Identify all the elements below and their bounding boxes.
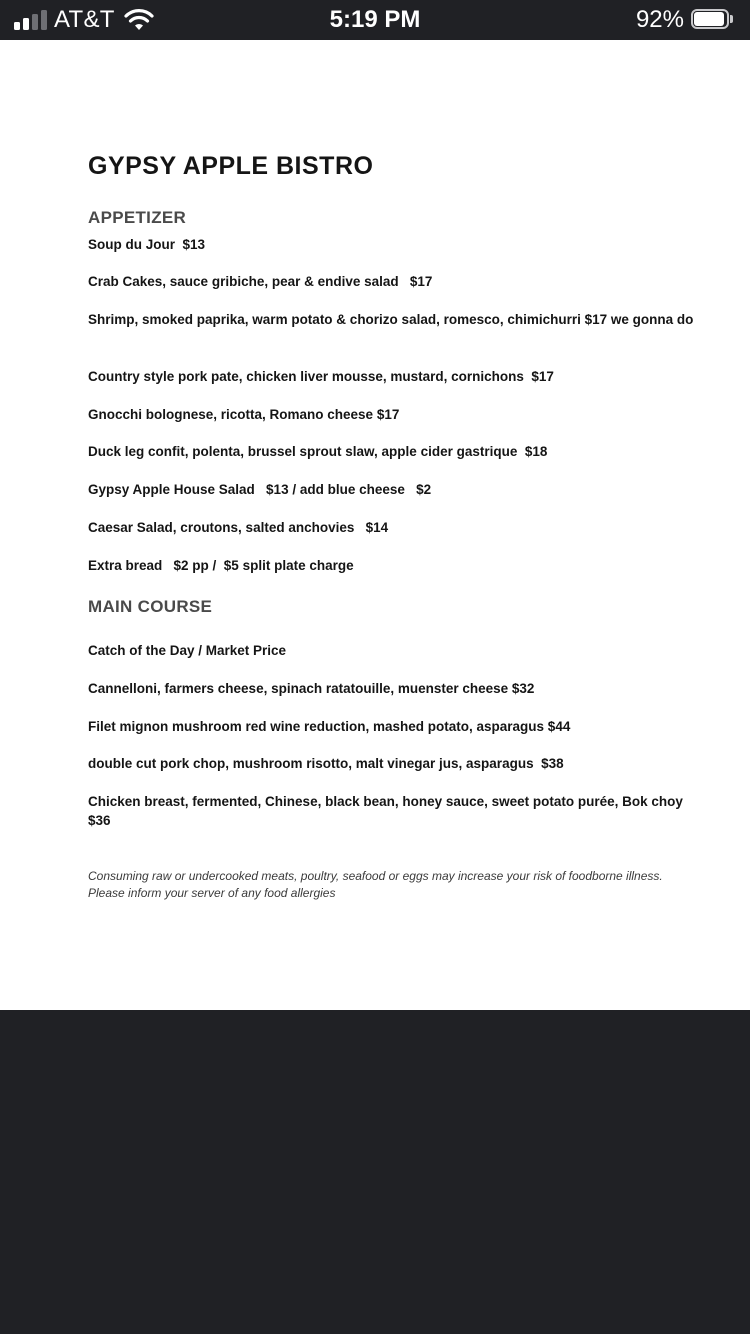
- restaurant-title: GYPSY APPLE BISTRO: [88, 152, 374, 180]
- appetizer-item: Duck leg confit, polenta, brussel sprout slaw, apple cider gastrique $18: [88, 444, 548, 459]
- appetizer-item: Crab Cakes, sauce gribiche, pear & endive salad $17: [88, 274, 433, 289]
- appetizer-item: Gypsy Apple House Salad $13 / add blue cheese $2: [88, 482, 432, 497]
- main-course-item: Chicken breast, fermented, Chinese, black bean, honey sauce, sweet potato purée, Bok choy $36: [88, 794, 691, 828]
- carrier-label: AT&T: [54, 6, 115, 33]
- main-course-heading: MAIN COURSE: [88, 597, 213, 616]
- main-course-item: Cannelloni, farmers cheese, spinach ratatouille, muenster cheese $32: [88, 681, 535, 696]
- appetizer-item: Country style pork pate, chicken liver mousse, mustard, cornichons $17: [88, 369, 554, 384]
- main-course-item: Catch of the Day / Market Price: [88, 643, 287, 658]
- allergy-disclaimer: Consuming raw or undercooked meats, poultry, seafood or eggs may increase your risk of foodborne illness. Please inform your server of any food allergies: [88, 869, 663, 900]
- menu-document[interactable]: [0, 40, 750, 1010]
- battery-icon: [691, 9, 733, 29]
- appetizer-item: Gnocchi bolognese, ricotta, Romano cheese $17: [88, 407, 400, 422]
- viewer-background: [0, 1010, 750, 1334]
- main-course-item: Filet mignon mushroom red wine reduction, mashed potato, asparagus $44: [88, 719, 571, 734]
- appetizer-item: Shrimp, smoked paprika, warm potato & chorizo salad, romesco, chimichurri $17 we gonna do: [88, 312, 694, 327]
- status-bar: [0, 0, 750, 40]
- battery-percent: 92%: [635, 6, 684, 33]
- appetizer-item: Caesar Salad, croutons, salted anchovies $14: [88, 520, 389, 535]
- appetizer-item: Extra bread $2 pp / $5 split plate charge: [88, 558, 354, 573]
- clock: 5:19 PM: [329, 6, 421, 33]
- appetizer-item: Soup du Jour $13: [88, 237, 206, 252]
- appetizer-heading: APPETIZER: [88, 208, 187, 227]
- main-course-item: double cut pork chop, mushroom risotto, malt vinegar jus, asparagus $38: [88, 756, 564, 771]
